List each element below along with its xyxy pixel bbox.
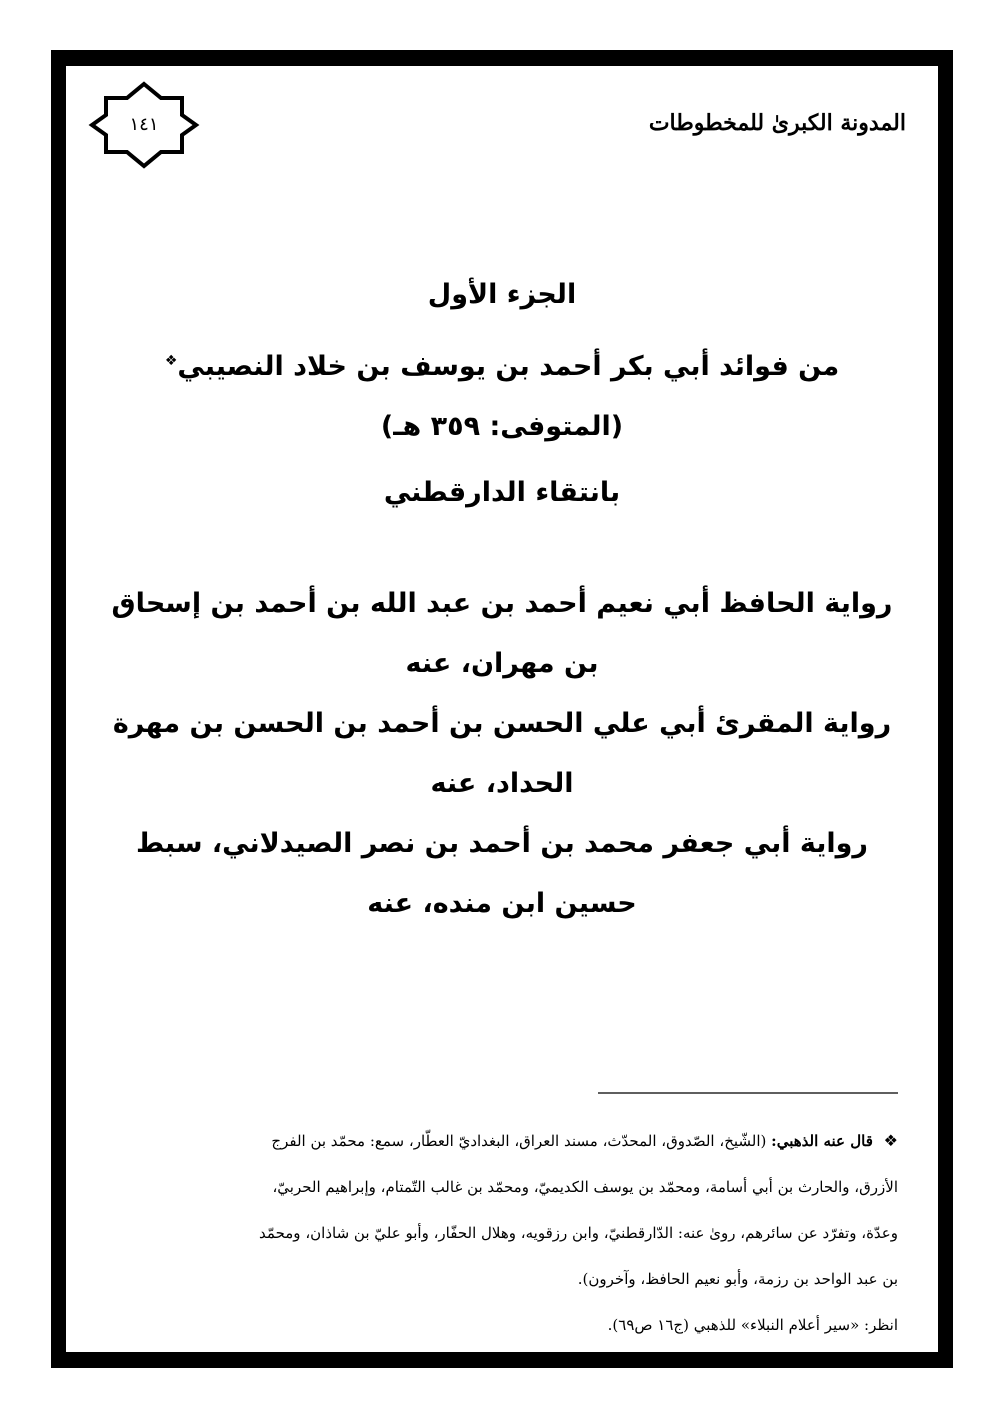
page-number: ١٤١ (129, 114, 159, 135)
work-title-text: من فوائد أبي بكر أحمد بن يوسف بن خلاد النصيبي (177, 351, 840, 382)
selection-note: بانتقاء الدارقطني (383, 477, 621, 508)
work-title (66, 328, 938, 394)
chain-line: بن مهران، عنه (405, 648, 599, 679)
page-number-badge (88, 80, 200, 170)
footnote-lead: قال عنه الذهبي: (771, 1132, 873, 1150)
footnote-text: (الشّيخ، الصّدوق، المحدّث، مسند العراق، البغداديّ العطّار، سمع: محمّد بن الفرج (271, 1132, 767, 1150)
footnote (106, 1118, 898, 1348)
chain-line: حسين ابن منده، عنه (367, 888, 637, 919)
document-page (66, 66, 938, 1352)
footnote-marker-icon[interactable]: ❖ (164, 353, 178, 369)
title-block (66, 262, 938, 526)
part-title: الجزء الأول (427, 279, 577, 310)
footnote-separator (598, 1092, 898, 1094)
footnote-line: وعدّة، وتفرّد عن سائرهم، روىٰ عنه: الدّارقطنيّ، وابن رزقويه، وهلال الحفّار، وأبو عليّ بن شاذان، ومحمّد (259, 1224, 898, 1242)
death-date: (المتوفى: ٣٥٩ هـ) (380, 411, 624, 442)
running-title: المدونة الكبرىٰ للمخطوطات (648, 110, 906, 136)
chain-line: رواية الحافظ أبي نعيم أحمد بن عبد الله بن أحمد بن إسحاق (111, 588, 893, 619)
diamond-bullet-icon: ❖ (883, 1131, 898, 1150)
footnote-line (106, 1118, 898, 1164)
chain-line: رواية أبي جعفر محمد بن أحمد بن نصر الصيدلاني، سبط (136, 828, 868, 859)
chain-line: الحداد، عنه (430, 768, 574, 799)
transmission-chain (86, 574, 918, 934)
chain-line: رواية المقرئ أبي علي الحسن بن أحمد بن الحسن بن مهرة (112, 708, 892, 739)
footnote-line: بن عبد الواحد بن رزمة، وأبو نعيم الحافظ، وآخرون). (577, 1270, 898, 1288)
footnote-line: الأزرق، والحارث بن أبي أسامة، ومحمّد بن يوسف الكديميّ، ومحمّد بن غالب التّمتام، وإبراهيم الحربيّ، (272, 1178, 898, 1196)
footnote-reference: انظر: «سير أعلام النبلاء» للذهبي (ج١٦ ص٦٩). (607, 1316, 898, 1334)
